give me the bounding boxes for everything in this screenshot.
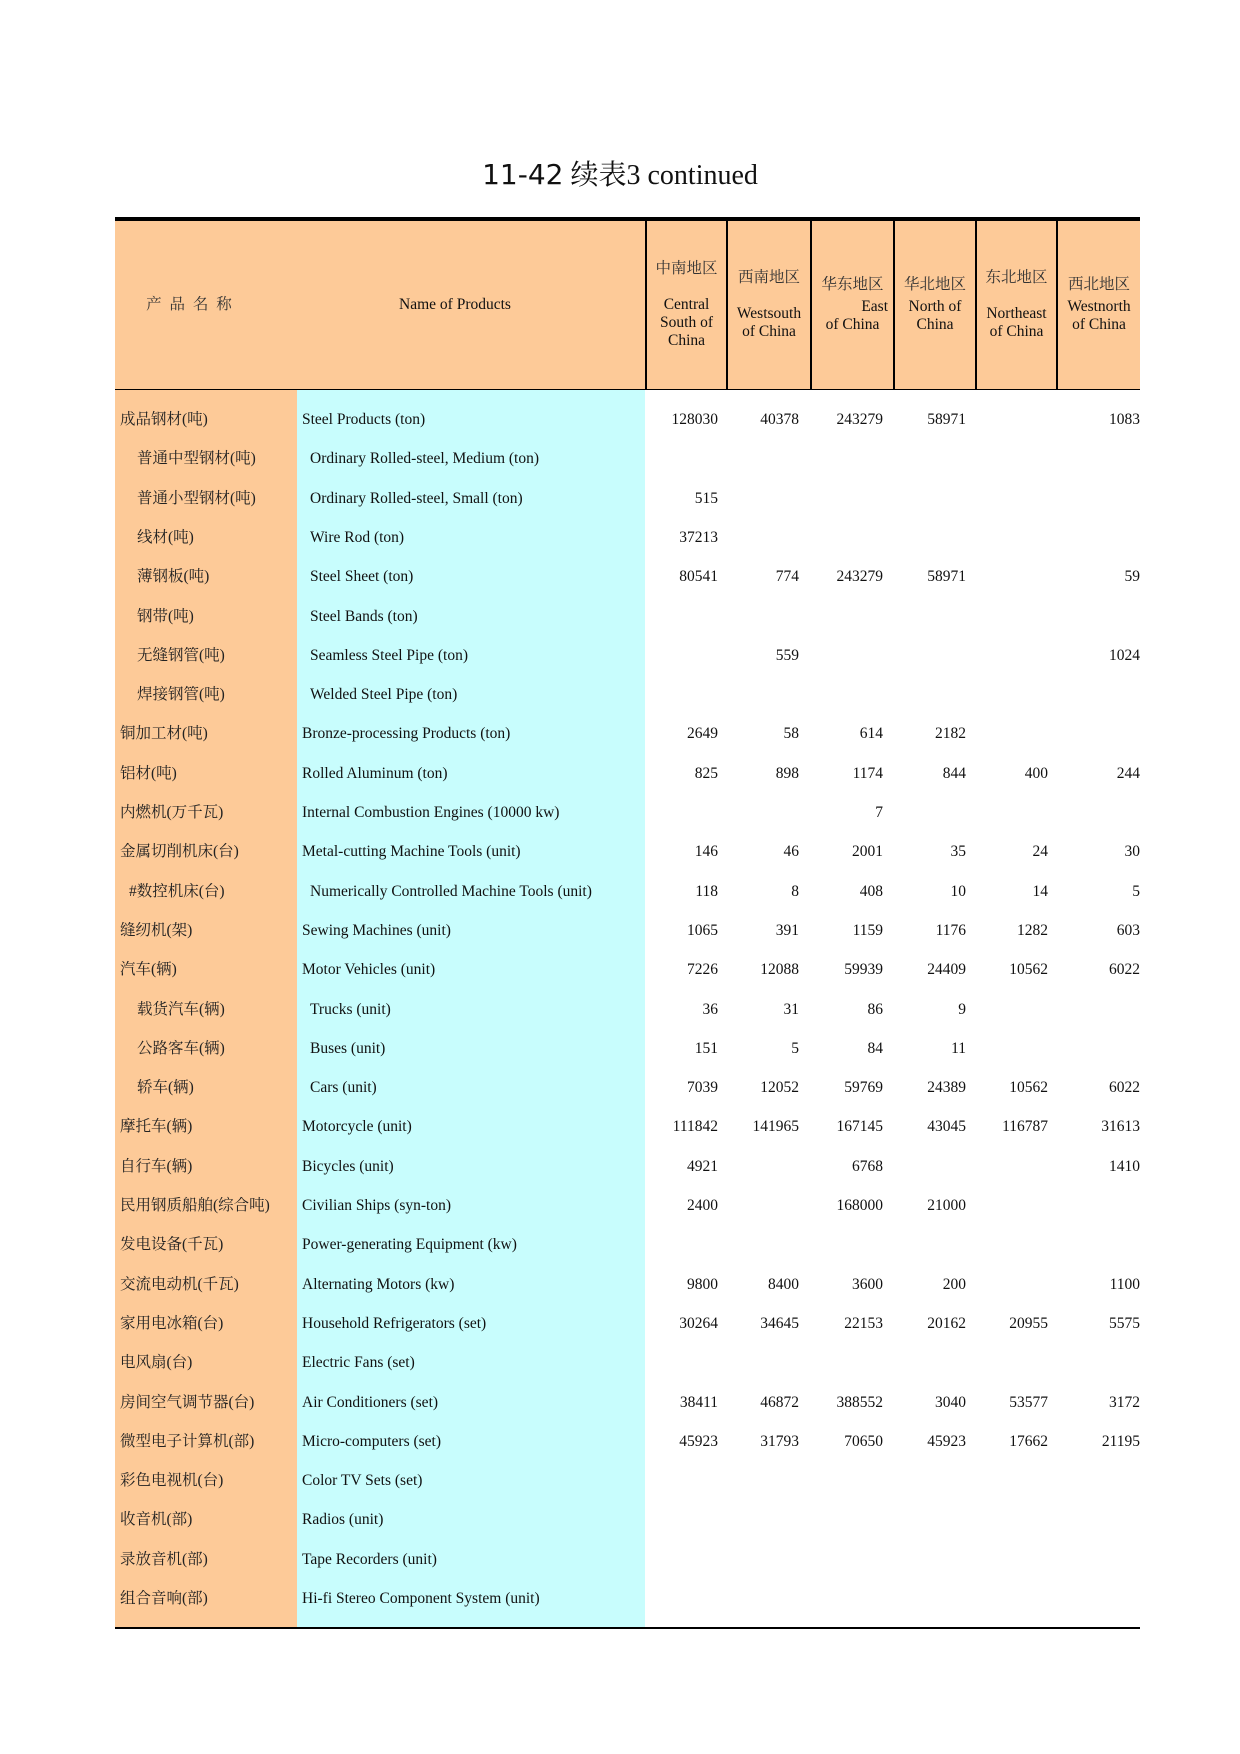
product-name-cn: 电风扇(台) xyxy=(120,1354,193,1372)
value-cell-region-4: 1282 xyxy=(1017,921,1048,939)
product-name-cn: 民用钢质船舶(综合吨) xyxy=(120,1197,270,1214)
value-cell-region-1: 46 xyxy=(783,843,799,861)
table-row xyxy=(115,1225,1140,1264)
value-cell-region-2: 84 xyxy=(867,1039,883,1057)
value-cell-region-0: 45923 xyxy=(679,1432,718,1450)
value-cell-region-0: 118 xyxy=(695,882,718,900)
product-name-en: Steel Sheet (ton) xyxy=(310,568,414,586)
value-cell-region-1: 34645 xyxy=(760,1314,799,1332)
value-cell-region-0: 515 xyxy=(694,489,718,507)
product-name-en: Numerically Controlled Machine Tools (unit) xyxy=(310,882,592,900)
product-name-cn: 微型电子计算机(部) xyxy=(120,1432,255,1450)
product-output-table xyxy=(115,217,1140,1629)
product-name-en: Bronze-processing Products (ton) xyxy=(302,725,511,743)
product-name-en: Buses (unit) xyxy=(310,1039,386,1057)
product-name-cn: 铝材(吨) xyxy=(120,764,177,782)
value-cell-region-1: 391 xyxy=(775,921,799,939)
product-name-cn: 汽车(辆) xyxy=(120,961,177,979)
product-name-cn: 公路客车(辆) xyxy=(137,1039,225,1057)
title-en: continued xyxy=(647,160,758,191)
region-en-label: of China xyxy=(825,316,880,333)
value-cell-region-3: 24409 xyxy=(927,961,966,979)
value-cell-region-2: 243279 xyxy=(836,568,883,586)
product-name-en: Internal Combustion Engines (10000 kw) xyxy=(302,804,560,821)
value-cell-region-0: 4921 xyxy=(687,1157,718,1175)
table-row xyxy=(115,1265,1140,1304)
product-name-cn: 彩色电视机(台) xyxy=(120,1472,224,1490)
table-row xyxy=(115,1540,1140,1579)
value-cell-region-5: 244 xyxy=(1116,764,1140,782)
header-region-2 xyxy=(810,221,893,389)
product-name-en: Ordinary Rolled-steel, Medium (ton) xyxy=(310,450,540,468)
region-en-label: of China xyxy=(742,323,796,340)
value-cell-region-0: 7226 xyxy=(687,961,718,979)
value-cell-region-2: 7 xyxy=(875,804,883,821)
value-cell-region-1: 58 xyxy=(783,725,799,743)
region-cn-label: 西南地区 xyxy=(737,269,800,286)
value-cell-region-3: 20162 xyxy=(927,1314,966,1332)
value-cell-region-2: 243279 xyxy=(836,411,883,428)
product-name-cn: 内燃机(万千瓦) xyxy=(120,804,224,821)
header-region-3 xyxy=(893,221,975,389)
value-cell-region-3: 21000 xyxy=(927,1197,966,1214)
header-region-4 xyxy=(975,221,1056,389)
table-row xyxy=(115,636,1140,675)
product-name-en: Power-generating Equipment (kw) xyxy=(302,1236,517,1254)
region-en-label: North of xyxy=(908,298,962,315)
product-name-cn: 普通中型钢材(吨) xyxy=(137,450,256,468)
value-cell-region-3: 2182 xyxy=(935,725,966,743)
value-cell-region-5: 5 xyxy=(1132,882,1140,900)
value-cell-region-0: 151 xyxy=(694,1039,718,1057)
value-cell-region-1: 774 xyxy=(775,568,799,586)
table-number: 11-42 xyxy=(482,158,564,191)
product-name-en: Civilian Ships (syn-ton) xyxy=(302,1197,451,1214)
value-cell-region-0: 128030 xyxy=(671,411,718,428)
table-row xyxy=(115,832,1140,871)
value-cell-region-0: 2649 xyxy=(687,725,718,743)
value-cell-region-3: 9 xyxy=(958,1000,966,1018)
value-cell-region-2: 70650 xyxy=(844,1432,883,1450)
product-name-en: Alternating Motors (kw) xyxy=(302,1275,455,1293)
value-cell-region-5: 1024 xyxy=(1109,646,1140,664)
table-row xyxy=(115,1304,1140,1343)
value-cell-region-4: 10562 xyxy=(1009,1079,1048,1097)
value-cell-region-2: 6768 xyxy=(852,1157,883,1175)
value-cell-region-4: 17662 xyxy=(1009,1432,1048,1450)
region-cn-label: 中南地区 xyxy=(655,260,718,277)
product-name-cn: 发电设备(千瓦) xyxy=(120,1236,224,1254)
product-name-en: Ordinary Rolled-steel, Small (ton) xyxy=(310,489,523,507)
product-name-cn: 录放音机(部) xyxy=(120,1550,208,1568)
product-name-cn: 焊接钢管(吨) xyxy=(137,686,225,704)
region-cn-label: 华东地区 xyxy=(821,276,884,293)
value-cell-region-1: 12052 xyxy=(760,1079,799,1097)
value-cell-region-5: 1100 xyxy=(1109,1275,1140,1293)
product-name-en: Tape Recorders (unit) xyxy=(302,1550,437,1568)
table-row xyxy=(115,597,1140,636)
product-name-cn: 铜加工材(吨) xyxy=(120,725,208,743)
value-cell-region-1: 5 xyxy=(791,1039,799,1057)
value-cell-region-1: 8400 xyxy=(768,1275,799,1293)
region-en-label: Westnorth xyxy=(1067,298,1131,315)
value-cell-region-3: 24389 xyxy=(927,1079,966,1097)
product-name-cn: 组合音响(部) xyxy=(120,1590,208,1607)
header-cn-name-label: 产 品 名 称 xyxy=(146,296,234,313)
value-cell-region-1: 559 xyxy=(775,646,799,664)
table-row xyxy=(115,1500,1140,1539)
table-row xyxy=(115,1029,1140,1068)
table-row xyxy=(115,439,1140,478)
table-row xyxy=(115,1461,1140,1500)
product-name-en: Steel Bands (ton) xyxy=(310,607,418,625)
product-name-cn: 普通小型钢材(吨) xyxy=(137,489,256,507)
value-cell-region-3: 58971 xyxy=(927,411,966,428)
product-name-en: Metal-cutting Machine Tools (unit) xyxy=(302,843,521,861)
value-cell-region-5: 3172 xyxy=(1109,1393,1140,1411)
value-cell-region-2: 168000 xyxy=(836,1197,883,1214)
value-cell-region-1: 141965 xyxy=(752,1118,799,1136)
table-row xyxy=(115,911,1140,950)
table-body xyxy=(115,390,1140,1627)
product-name-en: Household Refrigerators (set) xyxy=(302,1314,487,1332)
value-cell-region-2: 1174 xyxy=(852,764,883,782)
table-row xyxy=(115,1579,1140,1618)
value-cell-region-0: 80541 xyxy=(679,568,718,586)
value-cell-region-1: 31 xyxy=(783,1000,799,1018)
value-cell-region-3: 35 xyxy=(950,843,966,861)
value-cell-region-4: 400 xyxy=(1024,764,1048,782)
table-row xyxy=(115,754,1140,793)
table-row xyxy=(115,1383,1140,1422)
region-en-label: China xyxy=(667,332,706,349)
product-name-cn: 钢带(吨) xyxy=(137,607,194,625)
table-row xyxy=(115,518,1140,557)
table-row xyxy=(115,793,1140,832)
table-row xyxy=(115,714,1140,753)
value-cell-region-0: 1065 xyxy=(687,921,718,939)
value-cell-region-5: 1410 xyxy=(1109,1157,1140,1175)
value-cell-region-0: 2400 xyxy=(687,1197,718,1214)
product-name-en: Hi-fi Stereo Component System (unit) xyxy=(302,1590,540,1607)
product-name-en: Seamless Steel Pipe (ton) xyxy=(310,646,468,664)
table-row xyxy=(115,1107,1140,1146)
value-cell-region-2: 59939 xyxy=(844,961,883,979)
region-en-label: Northeast xyxy=(986,305,1047,322)
value-cell-region-3: 43045 xyxy=(927,1118,966,1136)
product-name-cn: 轿车(辆) xyxy=(137,1079,194,1097)
value-cell-region-5: 1083 xyxy=(1109,411,1140,428)
value-cell-region-3: 3040 xyxy=(935,1393,966,1411)
value-cell-region-0: 146 xyxy=(694,843,718,861)
product-name-en: Motor Vehicles (unit) xyxy=(302,961,436,979)
value-cell-region-1: 46872 xyxy=(760,1393,799,1411)
table-row xyxy=(115,990,1140,1029)
region-cn-label: 华北地区 xyxy=(903,276,966,293)
table-row xyxy=(115,1147,1140,1186)
table-row xyxy=(115,1186,1140,1225)
value-cell-region-3: 1176 xyxy=(935,921,966,939)
value-cell-region-0: 9800 xyxy=(687,1275,718,1293)
table-row xyxy=(115,1422,1140,1461)
value-cell-region-3: 45923 xyxy=(927,1432,966,1450)
value-cell-region-5: 6022 xyxy=(1109,1079,1140,1097)
value-cell-region-2: 3600 xyxy=(852,1275,883,1293)
title-cn: 续表3 xyxy=(570,160,641,191)
value-cell-region-0: 36 xyxy=(702,1000,718,1018)
value-cell-region-3: 11 xyxy=(951,1039,966,1057)
product-name-cn: 线材(吨) xyxy=(137,528,194,546)
value-cell-region-1: 8 xyxy=(791,882,799,900)
value-cell-region-4: 14 xyxy=(1032,882,1048,900)
product-name-cn: 收音机(部) xyxy=(120,1511,193,1529)
table-row xyxy=(115,872,1140,911)
value-cell-region-3: 58971 xyxy=(927,568,966,586)
table-header xyxy=(115,221,1140,390)
value-cell-region-5: 30 xyxy=(1124,843,1140,861)
product-name-cn: 成品钢材(吨) xyxy=(120,411,208,428)
table-row xyxy=(115,675,1140,714)
table-row xyxy=(115,1343,1140,1382)
value-cell-region-4: 10562 xyxy=(1009,961,1048,979)
region-en-label: East xyxy=(861,298,888,315)
table-row xyxy=(115,400,1140,439)
table-row xyxy=(115,1068,1140,1107)
product-name-cn: 家用电冰箱(台) xyxy=(120,1314,224,1332)
value-cell-region-4: 116787 xyxy=(1002,1118,1048,1136)
value-cell-region-1: 31793 xyxy=(760,1432,799,1450)
table-row xyxy=(115,557,1140,596)
header-en-name xyxy=(265,221,645,389)
value-cell-region-2: 167145 xyxy=(836,1118,883,1136)
value-cell-region-5: 21195 xyxy=(1101,1432,1140,1450)
value-cell-region-2: 388552 xyxy=(836,1393,883,1411)
value-cell-region-2: 614 xyxy=(859,725,883,743)
product-name-en: Micro-computers (set) xyxy=(302,1432,442,1450)
product-name-en: Air Conditioners (set) xyxy=(302,1393,439,1411)
value-cell-region-4: 53577 xyxy=(1009,1393,1048,1411)
region-en-label: Central xyxy=(663,296,710,313)
value-cell-region-2: 1159 xyxy=(852,921,883,939)
value-cell-region-3: 200 xyxy=(942,1275,966,1293)
product-name-cn: 金属切削机床(台) xyxy=(120,843,239,861)
product-name-en: Wire Rod (ton) xyxy=(310,528,405,546)
value-cell-region-1: 898 xyxy=(775,764,799,782)
product-name-en: Color TV Sets (set) xyxy=(302,1472,423,1490)
value-cell-region-4: 24 xyxy=(1032,843,1048,861)
header-region-1 xyxy=(726,221,810,389)
region-en-label: of China xyxy=(989,323,1044,340)
product-name-en: Welded Steel Pipe (ton) xyxy=(310,686,458,704)
table-bottom-rule xyxy=(115,1627,1140,1629)
product-name-en: Rolled Aluminum (ton) xyxy=(302,764,448,782)
page-title xyxy=(0,158,1240,193)
product-name-en: Motorcycle (unit) xyxy=(302,1118,412,1136)
region-cn-label: 东北地区 xyxy=(985,269,1048,286)
value-cell-region-5: 6022 xyxy=(1109,961,1140,979)
region-en-label: China xyxy=(916,316,954,333)
value-cell-region-0: 38411 xyxy=(679,1393,718,1411)
product-name-cn: 薄钢板(吨) xyxy=(137,568,210,586)
value-cell-region-2: 86 xyxy=(867,1000,883,1018)
value-cell-region-0: 825 xyxy=(694,764,718,782)
value-cell-region-2: 59769 xyxy=(844,1079,883,1097)
header-cn-name xyxy=(115,221,265,389)
region-en-label: of China xyxy=(1072,316,1126,333)
value-cell-region-5: 59 xyxy=(1124,568,1140,586)
product-name-cn: 缝纫机(架) xyxy=(120,921,193,939)
header-region-0 xyxy=(645,221,726,389)
product-name-cn: 自行车(辆) xyxy=(120,1157,193,1175)
product-name-cn: #数控机床(台) xyxy=(129,882,225,900)
table-row xyxy=(115,479,1140,518)
product-name-en: Cars (unit) xyxy=(310,1079,377,1097)
value-cell-region-2: 408 xyxy=(859,882,883,900)
product-name-en: Radios (unit) xyxy=(302,1511,384,1529)
product-name-cn: 摩托车(辆) xyxy=(120,1118,193,1136)
product-name-en: Trucks (unit) xyxy=(310,1000,391,1018)
product-name-en: Bicycles (unit) xyxy=(302,1157,394,1175)
value-cell-region-3: 10 xyxy=(950,882,966,900)
value-cell-region-4: 20955 xyxy=(1009,1314,1048,1332)
value-cell-region-0: 30264 xyxy=(679,1314,718,1332)
product-name-en: Electric Fans (set) xyxy=(302,1354,415,1372)
value-cell-region-3: 844 xyxy=(942,764,966,782)
value-cell-region-2: 22153 xyxy=(844,1314,883,1332)
value-cell-region-1: 40378 xyxy=(760,411,799,428)
product-name-en: Steel Products (ton) xyxy=(302,411,426,428)
value-cell-region-5: 31613 xyxy=(1101,1118,1140,1136)
region-en-label: South of xyxy=(660,314,713,331)
product-name-cn: 无缝钢管(吨) xyxy=(137,646,225,664)
value-cell-region-5: 603 xyxy=(1116,921,1140,939)
header-en-name-label: Name of Products xyxy=(399,296,511,313)
product-name-cn: 房间空气调节器(台) xyxy=(120,1393,255,1411)
table-row xyxy=(115,950,1140,989)
region-cn-label: 西北地区 xyxy=(1067,276,1130,293)
value-cell-region-2: 2001 xyxy=(852,843,883,861)
product-name-en: Sewing Machines (unit) xyxy=(302,921,451,939)
product-name-cn: 交流电动机(千瓦) xyxy=(120,1275,239,1293)
value-cell-region-1: 12088 xyxy=(760,961,799,979)
region-en-label: Westsouth xyxy=(736,305,802,322)
value-cell-region-0: 37213 xyxy=(679,528,718,546)
value-cell-region-0: 111842 xyxy=(672,1118,718,1136)
header-region-5 xyxy=(1056,221,1140,389)
product-name-cn: 载货汽车(辆) xyxy=(137,1000,225,1018)
value-cell-region-5: 5575 xyxy=(1109,1314,1140,1332)
value-cell-region-0: 7039 xyxy=(687,1079,718,1097)
